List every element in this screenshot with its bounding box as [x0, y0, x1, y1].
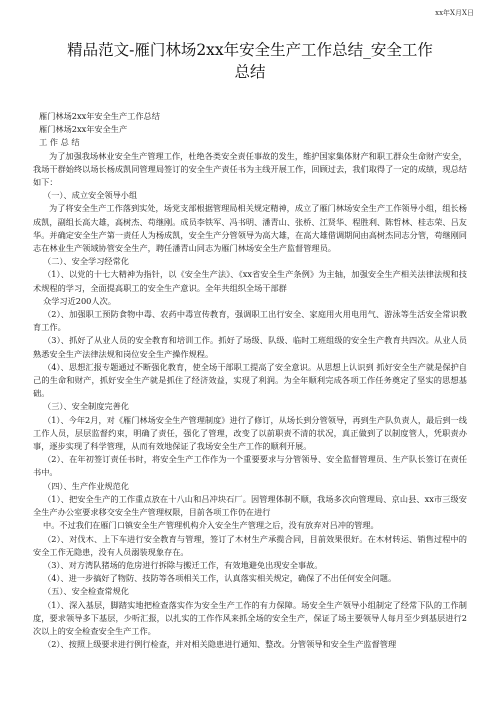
paragraph: （4）、思想汇报专题通过不断强化教育，使全场干部职工提高了安全意识。从思想上认识到 抓好安全生产就是保护自己的生命和财产，抓好安全生产就是抓住了经济效益，实现了利润。为全年顺利完成各项工作任务奠定了坚实的思想基础。: [33, 361, 467, 399]
paragraph: （2）、加强职工预防食物中毒、农药中毒宣传教育，强调职工出行安全、家庭用火用电用气、游泳等生活安全常识教育工作。: [33, 309, 467, 333]
paragraph: （2）、按照上级要求进行例行检查，并对相关隐患进行通知、整改。分管领导和安全生产监督管理: [43, 639, 397, 650]
paragraph-subtitle-1: 雁门林场2xx年安全生产工作总结: [39, 111, 160, 121]
paragraph-subtitle-2: 雁门林场2xx年安全生产: [39, 124, 128, 135]
paragraph: （1）、今年2月，对《雁门林场安全生产管理制度》进行了修订，从场长到分管领导，再到生产队负责人，最后到一线工作人员，层层监督约束，明确了责任，强化了管理，改变了以前职责不清的状况，真正做到了以制度管人，凭职责办事，逐步实现了科学管理，从而有效地保证了我场安全生产工作的顺利开展。: [33, 414, 467, 452]
paragraph: （1）、以党的十七大精神为指针，以《安全生产法》、《xx省安全生产条例》为主轴，加强安全生产相关法律法规和技术规程的学习，全面提高职工的安全生产意识。全年共组织全场干部群: [33, 269, 467, 293]
paragraph: （4）、进一步搞好了物防、技防等各项相关工作，认真落实相关规定，确保了不出任何安全问题。: [43, 573, 397, 584]
paragraph-subtitle-3: 工 作 总 结: [39, 137, 80, 148]
paragraph: （3）、抓好了从业人员的安全教育和培训工作。抓好了场级、队级、临时工班组级的安全生产教育共四次。从业人员熟悉安全生产法律法规和岗位安全生产操作规程。: [33, 335, 467, 359]
paragraph: 为了将安全生产工作落到实处，场党支部根据管理局相关规定精神，成立了雁门林场安全生产工作领导小组，组长杨成凯，副组长高大雄，高树杰、苟继刚。成员李铁军、冯书明、潘青山、张桥、江贤华、程胜利、陈哲林、桂志荣、吕友华。并确定安全生产第一责任人为杨成凯，安全生产分管领导为高大雄，在高大雄借调期间由高树杰同志分管，苟继刚同志在林业生产领域协管安全生产，聘任潘青山同志为雁门林场安全生产监督管理员。: [33, 203, 467, 254]
section-heading-3: （三）、安全制度完善化: [43, 401, 129, 412]
section-heading-2: （二）、安全学习经常化: [43, 256, 129, 267]
document-title: 精品范文-雁门林场2xx年安全生产工作总结_安全工作总结: [67, 41, 433, 81]
paragraph-intro: 为了加强我场林业安全生产管理工作，杜绝各类安全责任事故的发生，维护国家集体财产和职工群众生命财产安全，我场干群始终以场长杨成凯同管理局签订的安全生产责任书为主线开展工作，回顾过去，我们取得了一定的成绩，现总结如下：: [33, 150, 467, 188]
section-heading-4: （四）、生产作业规范化: [43, 480, 129, 491]
document-body: [33, 110, 467, 651]
section-heading-5: （五）、安全检查常规化: [43, 586, 129, 597]
paragraph: （2）、对伐木、上下车进行安全教育与管理，签订了木材生产承揽合同，目前效果很好。在木材转运、销售过程中的安全工作无隐患，没有人员溺装现象存在。: [33, 533, 467, 557]
paragraph: 众学习近200人次。: [43, 295, 116, 306]
paragraph: 中。不过我们在雁门口镇安全生产管理机构介入安全生产管理之后，没有放弃对吕冲的管理。: [43, 520, 379, 531]
paragraph: （2）、在年初签订责任书时，将安全生产工作作为一个重要要求与分管领导、安全监督管理员、生产队长签订在责任书中。: [33, 454, 467, 478]
section-heading-1: （一）、成立安全领导小组: [43, 190, 138, 201]
paragraph: （1）、把安全生产的工作重点放在十八山和吕冲块石厂。因管理体制不顺，我场多次向管理局、京山县、xx市三级安全生产办公室要求移交安全生产管理权限，目前各项工作仍在进行: [33, 493, 467, 518]
paragraph: （1）、深入基层，脚踏实地把检查落实作为安全生产工作的有力保障。场安全生产领导小组制定了经常下队的工作制度，要求领导多下基层，少听汇报，以扎实的工作作风来抓全场的安全生产，保证了场主要领导人每月至少到基层进行2次以上的安全检查安全生产工作。: [33, 599, 467, 636]
header-date: xx年X月X日: [435, 9, 474, 17]
paragraph: （3）、对方湾队猪场的危房进行拆除与搬迁工作，有效地避免出现安全事故。: [43, 559, 323, 570]
